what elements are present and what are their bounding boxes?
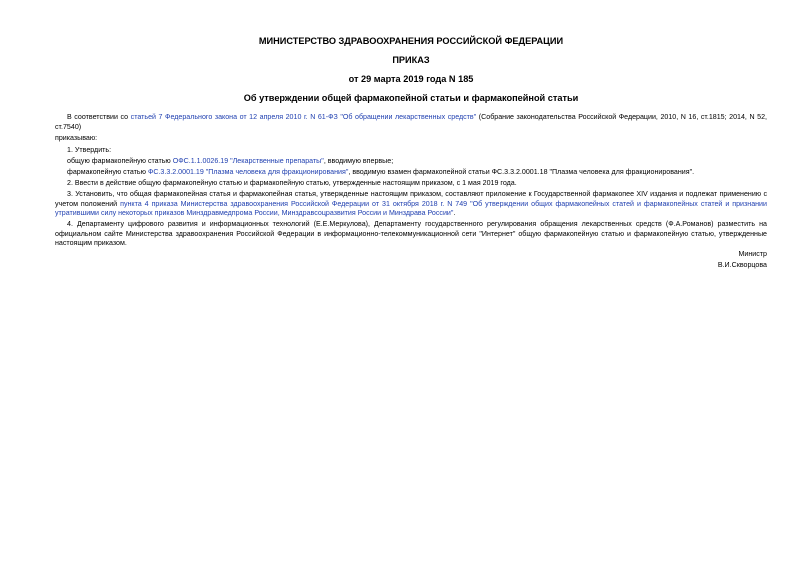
signature-position: Министр: [738, 250, 767, 258]
law-article-link[interactable]: статьей 7 Федерального закона от 12 апреля 2010 г. N 61-ФЗ "Об обращении лекарственных средств": [130, 113, 477, 121]
preamble-paragraph: [55, 113, 767, 132]
preamble-text-end: (Собрание законодательства Российской Федерации, 2010, N 16, ст.1815; 2014, N 52, ст.7540): [55, 113, 767, 131]
fs-link[interactable]: ФС.3.3.2.0001.19 "Плазма человека для фракционирования": [147, 168, 349, 176]
item-3: [55, 190, 767, 219]
item-1a: [55, 157, 767, 167]
item-3-text-end: .: [453, 209, 456, 218]
doc-type-heading: ПРИКАЗ: [392, 55, 430, 65]
preamble-text-start: В соответствии со: [67, 113, 131, 121]
document-title: Об утверждении общей фармакопейной статьи и фармакопейной статьи: [243, 93, 579, 103]
item-1b: [55, 168, 767, 178]
signature-name: В.И.Скворцова: [717, 261, 767, 269]
item-1: 1. Утвердить:: [67, 146, 112, 154]
item-1b-text-end: , вводимую взамен фармакопейной статьи ФС.3.3.2.0001.18 "Плазма человека для фракционирования".: [348, 168, 695, 176]
order-749-link[interactable]: пункта 4 приказа Министерства здравоохранения Российской Федерации от 31 октября 2018 г. N 749 "Об утверждении общих фармакопейных статей и фармакопейных статей и признании утратившими силу некоторых приказов Минздравмедпрома России, Минздравсоцразвития России и Минздрава России": [55, 199, 767, 218]
item-2: 2. Ввести в действие общую фармакопейную статью и фармакопейную статью, утвержденные настоящим приказом, с 1 мая 2019 года.: [67, 179, 517, 187]
date-number-heading: от 29 марта 2019 года N 185: [348, 74, 474, 84]
item-1a-text-start: общую фармакопейную статью: [67, 157, 173, 165]
ministry-heading: МИНИСТЕРСТВО ЗДРАВООХРАНЕНИЯ РОССИЙСКОЙ ФЕДЕРАЦИИ: [258, 36, 564, 46]
order-word: приказываю:: [55, 134, 98, 142]
item-4: 4. Департаменту цифрового развития и информационных технологий (Е.Е.Меркулова), Департаменту государственного регулирования обращения лекарственных средств (Ф.А.Романов) разместить на официальном сайте Министерства здравоохранения Российской Федерации в информационно-телекоммуникационной сети "Интернет" общую фармакопейную статью и фармакопейную статью, утвержденные настоящим приказом.: [55, 220, 767, 248]
document-page: [55, 0, 767, 571]
ofs-link[interactable]: ОФС.1.1.0026.19 "Лекарственные препараты": [172, 157, 324, 165]
item-1b-text-start: фармакопейную статью: [67, 168, 148, 176]
item-3-text-start: 3. Установить, что общая фармакопейная статья и фармакопейная статья, утвержденные настоящим приказом, составляют приложение к Государственной фармакопее XIV издания и подлежат применению с учетом положений: [55, 190, 767, 208]
item-1a-text-end: , вводимую впервые;: [323, 157, 394, 165]
